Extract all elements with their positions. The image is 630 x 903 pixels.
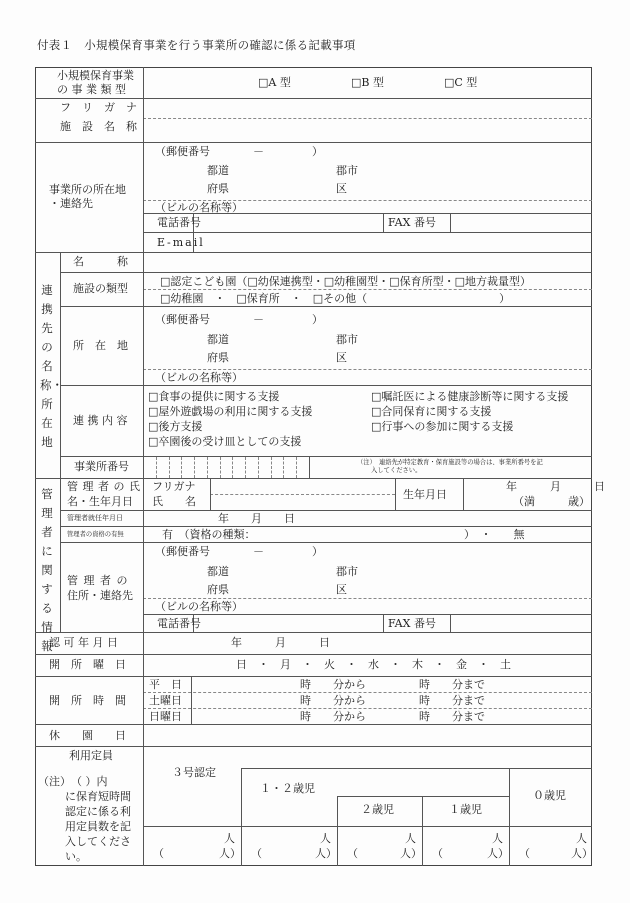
manager-furigana-input[interactable]	[211, 479, 394, 493]
city-gunshi: 郡市	[336, 333, 358, 346]
office-number-cell-divider	[220, 457, 221, 478]
group-column-divider	[60, 252, 61, 632]
hours-day-sunday: 日曜日	[149, 710, 182, 723]
type-divider	[143, 289, 592, 290]
capacity-short-open-0-age: （	[519, 847, 530, 860]
partner-type-line1[interactable]: □認定こども園（□幼保連携型・□幼稚園型・□保育所型・□地方裁量型）	[160, 275, 531, 288]
capacity-unit-2-age[interactable]: 人	[405, 832, 416, 845]
office-number-cell-divider	[156, 457, 157, 478]
manager-name-input[interactable]	[211, 495, 394, 509]
content-option[interactable]: □嘱託医による健康診断等に関する支援	[371, 390, 569, 403]
postal-dash: －	[253, 313, 264, 326]
city-ku: 区	[336, 351, 347, 364]
capacity-short-unit-3go[interactable]: 人）	[219, 847, 241, 860]
type-option-c[interactable]: □C 型	[444, 76, 478, 89]
fax-label: FAX 番号	[388, 216, 436, 229]
manager-name-label-2: 名・生年月日	[67, 495, 133, 508]
city-gunshi: 郡市	[336, 565, 358, 578]
label-column-divider	[143, 67, 144, 866]
closed-days-label: 休 園 日	[49, 729, 126, 742]
office-number-cell-divider	[207, 457, 208, 478]
type-option-a[interactable]: □A 型	[258, 76, 291, 89]
hours-to[interactable]: 時 分まで	[419, 678, 485, 691]
birth-value-divider	[463, 478, 464, 510]
row-divider	[35, 676, 592, 677]
furigana-input[interactable]	[144, 99, 591, 117]
email-label: E‐mail	[157, 236, 205, 249]
qualification-label: 管理者の資格の有無	[67, 531, 124, 538]
capacity-note: に保育短時間	[65, 790, 131, 803]
partner-address-label: 所 在 地	[73, 339, 128, 352]
capacity-unit-3go[interactable]: 人	[224, 832, 235, 845]
content-option[interactable]: □後方支援	[148, 420, 203, 433]
content-option[interactable]: □合同保育に関する支援	[371, 405, 492, 418]
capacity-short-unit-0-age[interactable]: 人）	[571, 847, 593, 860]
phone-label: 電話番号	[157, 617, 201, 630]
document-title: 付表１ 小規模保育事業を行う事業所の確認に係る記載事項	[37, 38, 356, 52]
header-0-age: ０歳児	[533, 789, 566, 802]
qualification-yes[interactable]: 有 （資格の種類：	[162, 528, 256, 541]
building-divider	[143, 598, 592, 599]
fax-label: FAX 番号	[388, 617, 436, 630]
fax-input[interactable]	[451, 615, 591, 631]
capacity-note: 入してくださ	[65, 835, 131, 848]
capacity-unit-0-age[interactable]: 人	[576, 832, 587, 845]
office-number-cell-divider	[181, 457, 182, 478]
capacity-short-open-1-2-age: （	[251, 847, 262, 860]
row-divider	[60, 526, 592, 527]
hours-divider	[143, 692, 592, 693]
office-number-cell-divider	[169, 457, 170, 478]
content-option[interactable]: □卒園後の受け皿としての支援	[148, 435, 302, 448]
birth-label-divider	[395, 478, 396, 510]
hours-from[interactable]: 時 分から	[300, 678, 366, 691]
prefecture-fuken: 府県	[207, 583, 229, 596]
city-ku: 区	[336, 583, 347, 596]
capacity-label: 利用定員	[69, 749, 113, 762]
building-label: （ビルの名称等）	[155, 201, 243, 214]
partner-group-label: 連携先の名称・所在地	[40, 283, 63, 449]
fax-label-divider	[383, 614, 384, 632]
phone-input[interactable]	[194, 615, 382, 631]
postal-close: ）	[312, 313, 323, 326]
capacity-note: い。	[65, 850, 87, 863]
content-option[interactable]: □屋外遊戯場の利用に関する支援	[148, 405, 313, 418]
postal-label: （郵便番号	[155, 545, 210, 558]
prefecture-todo: 都道	[207, 565, 229, 578]
capacity-note: 認定に係る利	[65, 805, 131, 818]
manager-group-label: 管理者に関する情報	[41, 487, 53, 653]
office-number-cell-divider	[258, 457, 259, 478]
content-option[interactable]: □行事への参加に関する支援	[371, 420, 514, 433]
hours-day-divider	[191, 676, 192, 724]
partner-name-label: 名 称	[73, 255, 128, 268]
hours-day-weekday: 平 日	[149, 678, 182, 691]
email-input[interactable]	[194, 233, 591, 251]
fax-label-divider	[383, 213, 384, 232]
capacity-col-divider	[241, 768, 242, 866]
capacity-short-unit-2-age[interactable]: 人）	[400, 847, 422, 860]
capacity-short-open-1-age: （	[432, 847, 443, 860]
header-1-2-age: １・２歳児	[260, 782, 315, 795]
building-divider	[143, 369, 592, 370]
postal-close: ）	[312, 545, 323, 558]
capacity-col-divider	[337, 796, 338, 866]
row-divider	[60, 272, 592, 273]
qualification-no[interactable]: ） ・ 無	[464, 528, 525, 541]
hours-divider	[143, 708, 592, 709]
office-address-label-2: ・連絡先	[49, 197, 93, 210]
header-1-age: １歳児	[449, 803, 482, 816]
postal-dash: －	[253, 545, 264, 558]
shimei-label: 氏 名	[152, 495, 196, 508]
office-number-note-2: 入してください。	[371, 467, 422, 474]
office-number-cell-divider	[245, 457, 246, 478]
closed-days-input[interactable]	[144, 725, 591, 745]
row-divider	[60, 510, 592, 511]
hours-from[interactable]: 時 分から	[300, 710, 366, 723]
hours-to[interactable]: 時 分まで	[419, 694, 485, 707]
open-days-value[interactable]: 日 ・ 月 ・ 火 ・ 水 ・ 木 ・ 金 ・ 土	[236, 658, 511, 671]
hours-to[interactable]: 時 分まで	[419, 710, 485, 723]
postal-dash: －	[253, 145, 264, 158]
row-divider	[60, 542, 592, 543]
approval-label: 認 可 年 月 日	[49, 636, 118, 649]
partner-type-label: 施設の類型	[73, 282, 128, 295]
prefecture-todo: 都道	[207, 164, 229, 177]
row-divider	[35, 654, 592, 655]
capacity-short-open-3go: （	[153, 847, 164, 860]
facility-name-input[interactable]	[144, 119, 591, 141]
content-option[interactable]: □食事の提供に関する支援	[148, 390, 280, 403]
city-gunshi: 郡市	[336, 164, 358, 177]
row-divider	[60, 385, 592, 386]
city-ku: 区	[336, 182, 347, 195]
row-divider	[35, 632, 592, 633]
row-divider	[35, 746, 592, 747]
capacity-divider	[241, 768, 592, 769]
birth-ymd[interactable]: 年 月 日	[506, 480, 605, 493]
type-label-line1: 小規模保育事業	[57, 69, 134, 82]
phone-label: 電話番号	[157, 216, 201, 229]
capacity-short-unit-1-2-age[interactable]: 人）	[315, 847, 337, 860]
hours-day-saturday: 土曜日	[149, 694, 182, 707]
postal-label: （郵便番号	[155, 313, 210, 326]
manager-name-label-1: 管 理 者 の 氏	[67, 480, 141, 493]
age[interactable]: （満 歳）	[513, 495, 590, 508]
capacity-divider	[337, 796, 509, 797]
capacity-short-open-2-age: （	[347, 847, 358, 860]
capacity-col-divider	[509, 768, 510, 866]
hours-from[interactable]: 時 分から	[300, 694, 366, 707]
partner-name-input[interactable]	[144, 253, 591, 271]
capacity-unit-1-age[interactable]: 人	[492, 832, 503, 845]
header-2-age: ２歳児	[361, 803, 394, 816]
appointed-label: 管理者就任年月日	[67, 514, 123, 522]
birth-label: 生年月日	[403, 488, 447, 501]
open-hours-label: 開 所 時 間	[49, 694, 126, 707]
header-3go: ３号認定	[172, 766, 216, 779]
approval-value[interactable]: 年 月 日	[231, 636, 330, 649]
furigana-label: フリガナ	[152, 480, 196, 493]
furigana-label: フ リ ガ ナ	[60, 101, 137, 114]
office-number-label: 事業所番号	[74, 460, 129, 473]
prefecture-todo: 都道	[207, 333, 229, 346]
prefecture-fuken: 府県	[207, 182, 229, 195]
postal-close: ）	[312, 145, 323, 158]
building-label: （ビルの名称等）	[155, 600, 243, 613]
manager-address-label-1: 管 理 者 の	[67, 574, 129, 587]
fax-input[interactable]	[451, 214, 591, 232]
office-number-cell-divider	[271, 457, 272, 478]
type-label-line2: の 事 業 類 型	[57, 83, 126, 96]
office-number-cell-divider	[194, 457, 195, 478]
type-option-b[interactable]: □B 型	[351, 76, 384, 89]
appointed-ymd[interactable]: 年 月 日	[218, 512, 295, 525]
partner-content-label: 連 携 内 容	[73, 414, 128, 427]
postal-label: （郵便番号	[155, 145, 210, 158]
capacity-unit-1-2-age[interactable]: 人	[320, 832, 331, 845]
office-address-label-1: 事業所の所在地	[49, 183, 126, 196]
capacity-note: 用定員数を記	[65, 820, 131, 833]
capacity-col-divider	[422, 796, 423, 866]
prefecture-fuken: 府県	[207, 351, 229, 364]
office-number-cell-divider	[296, 457, 297, 478]
office-number-note-1: （注） 連絡先が特定教育・保育施設等の場合は、事業所番号を記	[357, 459, 543, 466]
capacity-divider	[143, 826, 592, 827]
partner-type-line2[interactable]: □幼稚園 ・ □保育所 ・ □その他（ ）	[160, 292, 511, 305]
open-days-label: 開 所 曜 日	[49, 658, 126, 671]
row-divider	[60, 306, 592, 307]
capacity-short-unit-1-age[interactable]: 人）	[487, 847, 509, 860]
office-number-cell-divider	[283, 457, 284, 478]
phone-input[interactable]	[194, 214, 382, 232]
building-label: （ビルの名称等）	[155, 371, 243, 384]
row-divider	[60, 456, 592, 457]
capacity-note: （注） （ ）内	[38, 775, 108, 788]
facility-name-label: 施 設 名 称	[60, 120, 137, 133]
office-no-note-divider	[309, 456, 310, 478]
office-number-cell-divider	[232, 457, 233, 478]
manager-address-label-2: 住所・連絡先	[67, 589, 133, 602]
row-divider	[35, 142, 592, 143]
